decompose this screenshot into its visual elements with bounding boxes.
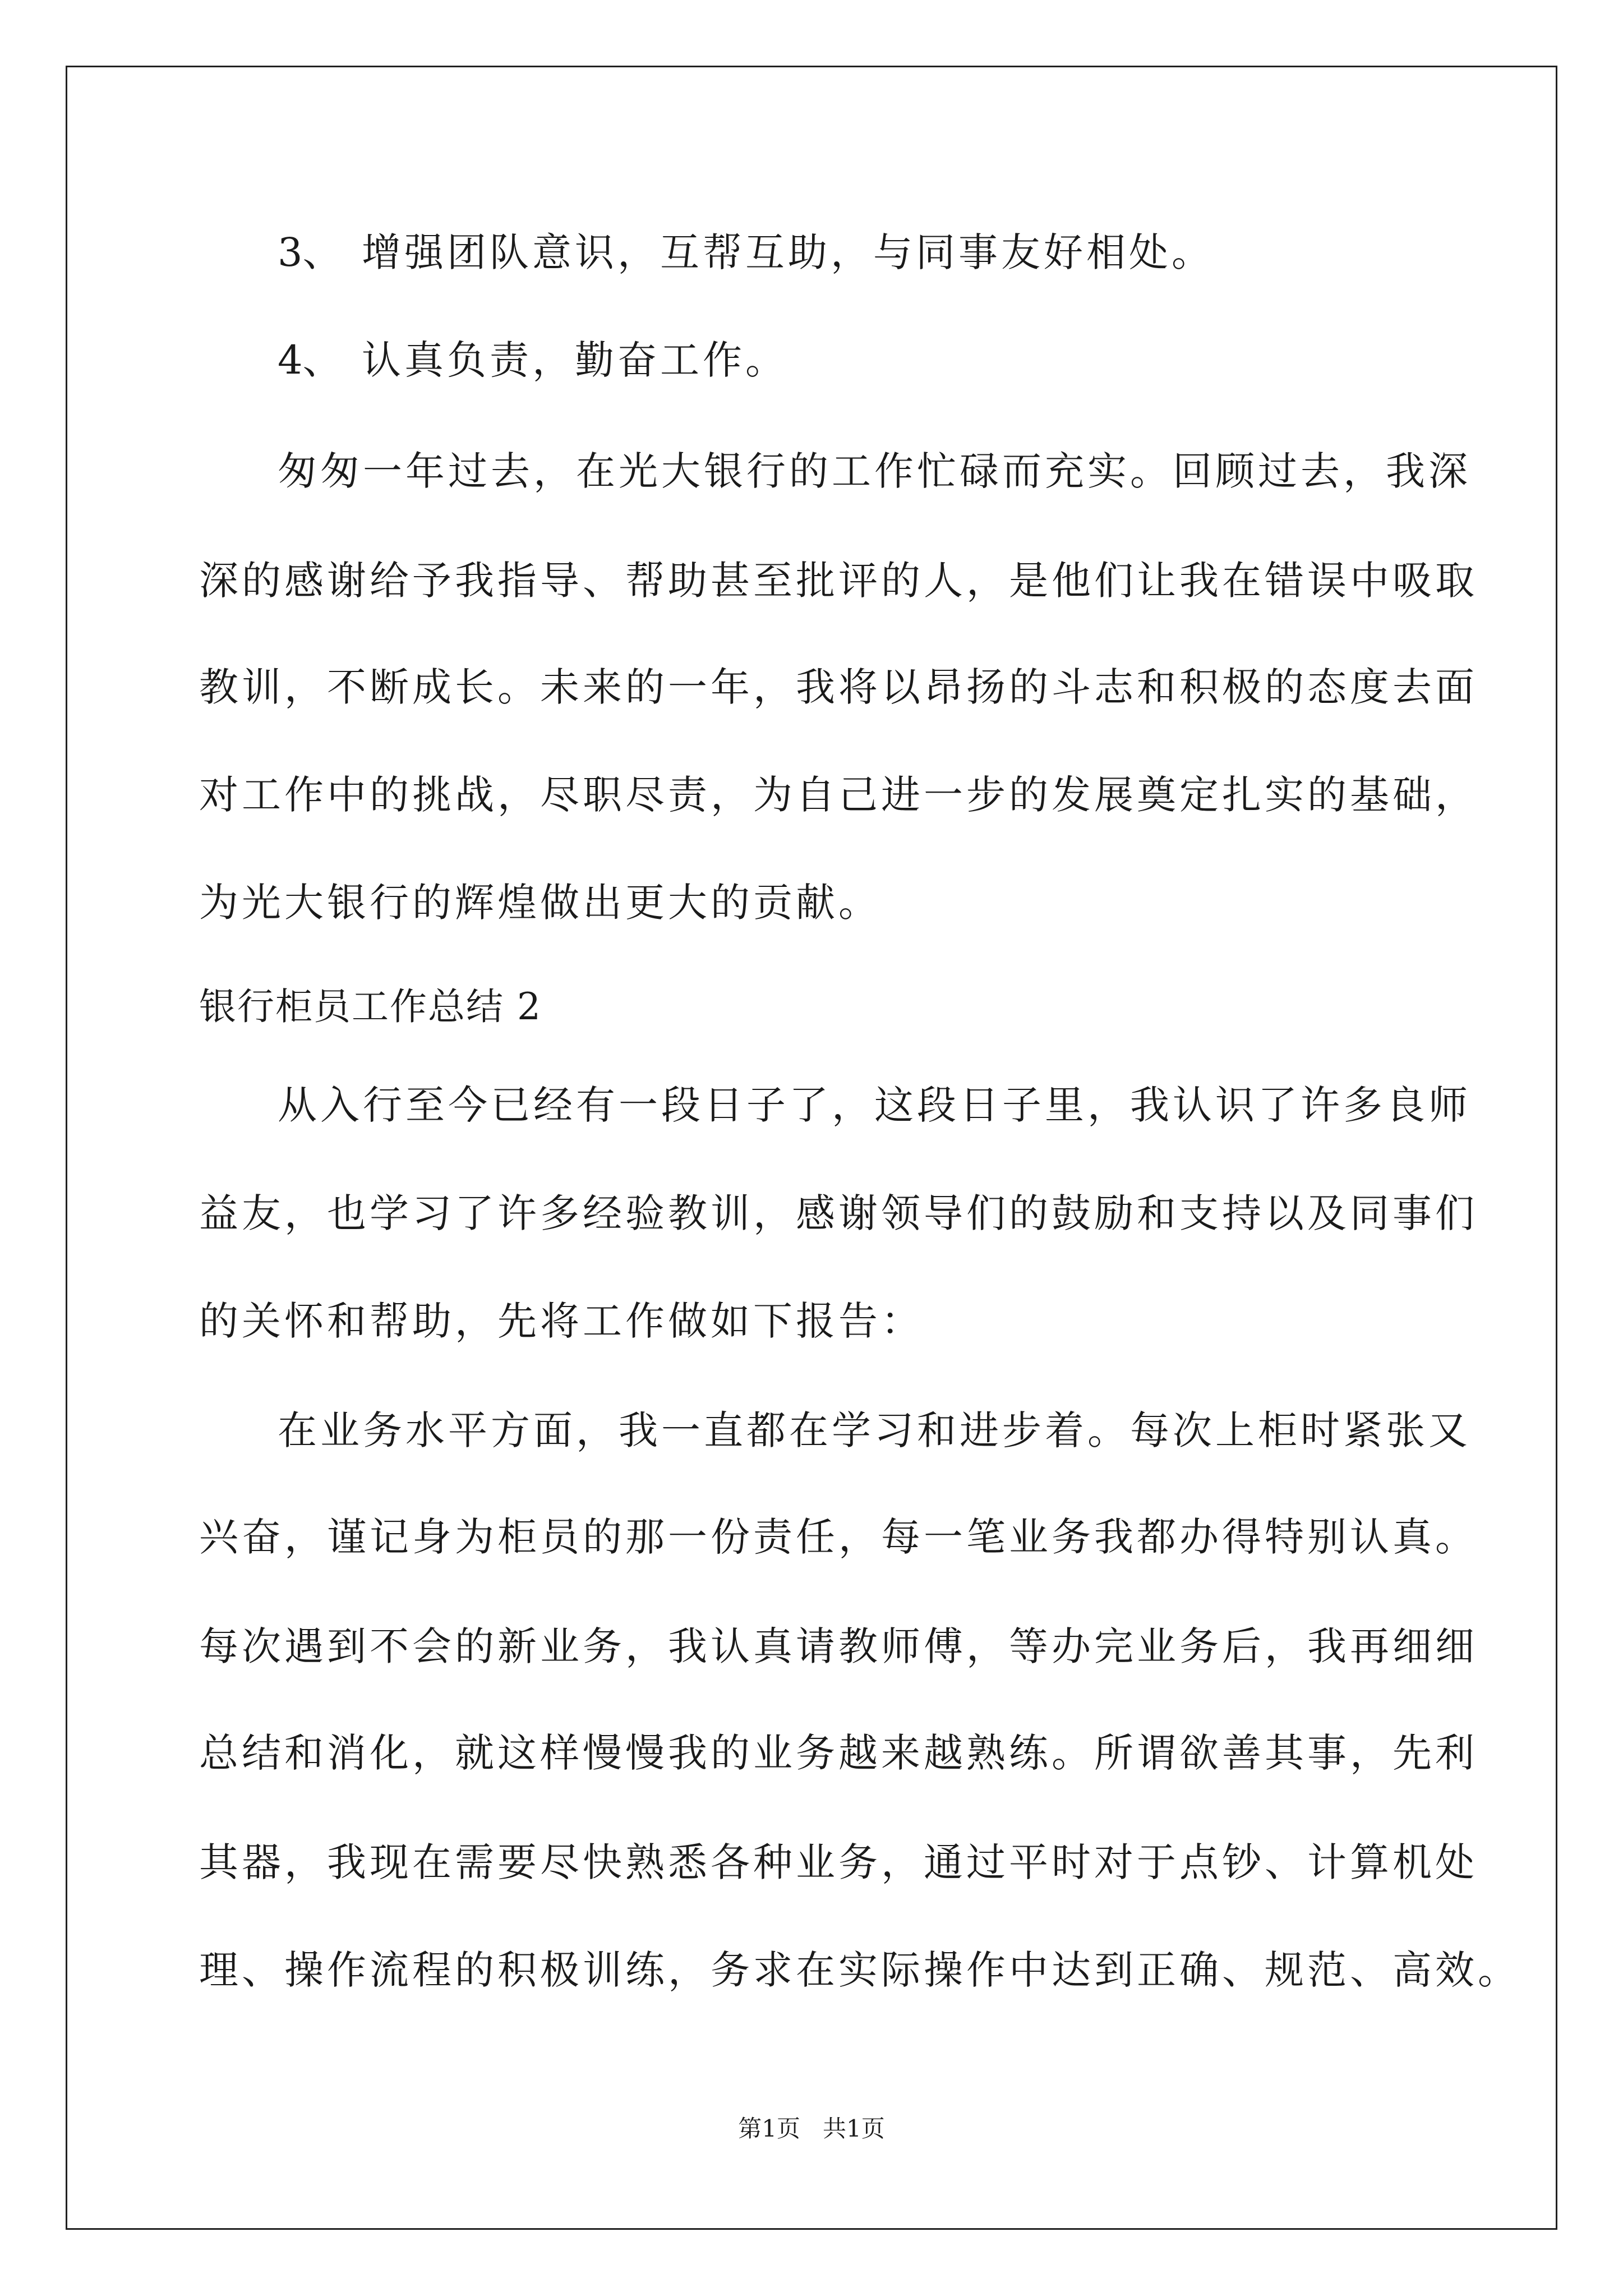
paragraph-line: 兴奋，谨记身为柜员的那一份责任，每一笔业务我都办得特别认真。 [199, 1514, 1478, 1560]
list-item-number: 3、 [278, 229, 342, 275]
page-border [66, 66, 1557, 2230]
paragraph-line: 每次遇到不会的新业务，我认真请教师傅，等办完业务后，我再细细 [199, 1623, 1478, 1669]
paragraph-line: 益友，也学习了许多经验教训，感谢领导们的鼓励和支持以及同事们 [199, 1190, 1478, 1236]
paragraph-line: 总结和消化，就这样慢慢我的业务越来越熟练。所谓欲善其事，先利 [199, 1730, 1478, 1776]
paragraph-line: 对工作中的挑战，尽职尽责，为自己进一步的发展奠定扎实的基础， [199, 772, 1478, 818]
paragraph-line: 在业务水平方面，我一直都在学习和进步着。每次上柜时紧张又 [278, 1407, 1471, 1453]
paragraph-line: 为光大银行的辉煌做出更大的贡献。 [199, 880, 881, 926]
paragraph-line: 理、操作流程的积极训练，务求在实际操作中达到正确、规范、高效。 [199, 1947, 1520, 1993]
paragraph-line: 其器，我现在需要尽快熟悉各种业务，通过平时对于点钞、计算机处 [199, 1839, 1478, 1885]
paragraph-line: 教训，不断成长。未来的一年，我将以昂扬的斗志和积极的态度去面 [199, 664, 1478, 710]
list-item-text: 认真负责，勤奋工作。 [362, 337, 788, 383]
paragraph-line: 匆匆一年过去，在光大银行的工作忙碌而充实。回顾过去，我深 [278, 448, 1471, 494]
paragraph-line: 深的感谢给予我指导、帮助甚至批评的人，是他们让我在错误中吸取 [199, 558, 1478, 604]
list-item [278, 335, 788, 385]
page-number-footer: 第1页 共1页 [738, 2115, 885, 2142]
list-item-number: 4、 [278, 337, 342, 383]
section-heading: 银行柜员工作总结 2 [199, 985, 542, 1028]
paragraph-line: 的关怀和帮助，先将工作做如下报告： [199, 1298, 924, 1344]
list-item [278, 227, 1214, 278]
list-item-text: 增强团队意识，互帮互助，与同事友好相处。 [362, 229, 1214, 275]
paragraph-line: 从入行至今已经有一段日子了，这段日子里，我认识了许多良师 [278, 1082, 1471, 1128]
